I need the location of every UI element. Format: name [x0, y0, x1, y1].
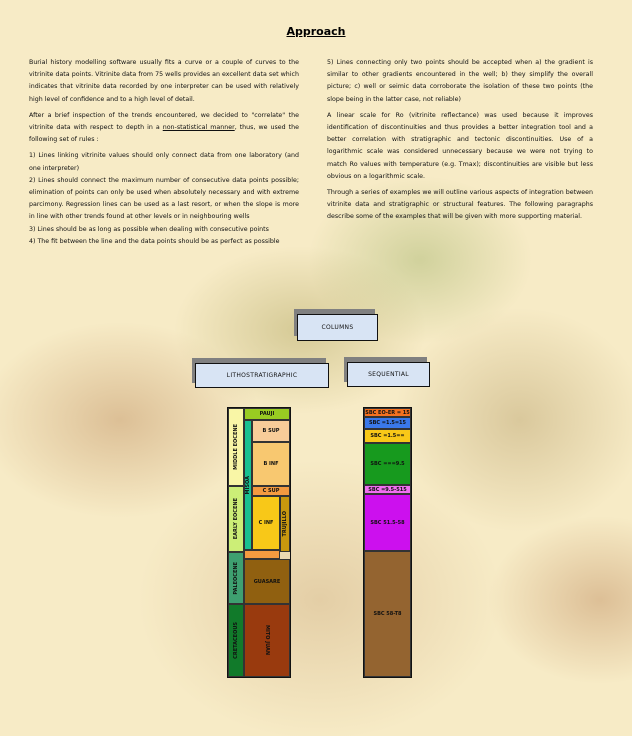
unit-b-inf: B INF [252, 442, 290, 486]
epoch-label: CRETACEOUS [233, 622, 239, 659]
epoch-label: PALEOCENE [233, 561, 239, 595]
mito-juan-label: MITO JUAN [264, 625, 270, 656]
method-paragraph [29, 110, 299, 147]
intro-paragraph: Burial history modelling software usually fits a curve or a couple of curves to the vitrinite data points. Vitrinite data from 75 wells provides an excellent data set which indicates that vitrinite data recorded by one interpreter can be used with relatively high level of confidence and to a high level of detail. [29, 59, 299, 103]
unit-trujillo [280, 496, 290, 552]
epoch-label: MIDDLE EOCENE [233, 424, 239, 470]
sequence-5: SBC =9.5-515 [364, 485, 411, 494]
method-text-end: , thus, we used the following set of rules : [29, 124, 299, 144]
unit-mito-juan [244, 604, 290, 677]
page-title: Approach [286, 25, 346, 38]
rule-3: 3) Lines should be as long as possible when dealing with consecutive points [29, 225, 269, 233]
sequential-box: SEQUENTIAL [347, 362, 430, 387]
sequence-7: SBC 58-T8 [364, 551, 411, 677]
non-statistical-link: non-statistical manner [162, 124, 235, 132]
epoch-cretaceous [228, 604, 244, 677]
right-text-column [327, 57, 593, 228]
epoch-label: EARLY EOCENE [233, 498, 239, 540]
unit-guasare: GUASARE [244, 559, 290, 604]
rule-1: 1) Lines linking vitrinite values should only connect data from one laboratory (and one interpreter) [29, 152, 299, 172]
left-text-column [29, 57, 299, 248]
lithostratigraphic-column [227, 407, 291, 678]
linear-scale-paragraph: A linear scale for Ro (vitrinite reflectance) was used because it improves identification of discontinuities and thus provides a better integration tool and a better correlation with stratigraphic and tectonic discontinuities. Use of a logarithmic scale was considered unnecessary because we were not trying to match Ro values with temperature (e.g. Tmax); discontinuities are visible but less obvious on a logarithmic scale. [327, 111, 593, 180]
epoch-middle-eocene [228, 408, 244, 486]
columns-box: COLUMNS [297, 314, 378, 341]
unit-misoa [244, 420, 252, 550]
trujillo-label: TRUJILLO [282, 511, 288, 537]
rule-2: 2) Lines should connect the maximum number of consecutive data points possible; elimination of points can only be used when absolutely necessary and with extreme parcimony. Regression lines can be used as a last resort, or when the slope is more in line with other trends found at other levels or in neighbouring wells [29, 176, 299, 221]
unit-orange-band [244, 550, 280, 559]
method-text: After a brief inspection of the trends encountered, we decided to "correlate" the vitrinite data with respect to depth in a [29, 111, 299, 132]
sequence-1: SBC EO-ER = 15 [365, 409, 410, 416]
epoch-paleocene [228, 552, 244, 604]
examples-paragraph: Through a series of examples we will outline various aspects of integration between vitrinite data and stratigraphic or structural features. The following paragraphs describe some of the examples that will be given with more supporting material. [327, 189, 593, 221]
sequence-6: SBC 51.5-58 [364, 494, 411, 551]
unit-b-sup: B SUP [252, 420, 290, 442]
misoa-label: MISOA [245, 475, 251, 495]
rule-5: 5) Lines connecting only two points should be accepted when a) the gradient is similar to other gradients encountered in the well; b) they simplify the overall picture; c) well or seimic data corroborate the isolation of these two points (the slope being in the latter case, not reliable) [327, 59, 593, 103]
sequence-3: SBC =1.5== [364, 429, 411, 443]
unit-c-inf: C INF [252, 496, 280, 550]
sequential-column [363, 407, 412, 678]
lithostratigraphic-box: LITHOSTRATIGRAPHIC [195, 363, 329, 388]
sequence-2: SBC =1.5=15 [364, 417, 411, 429]
rule-4: 4) The fit between the line and the data points should be as perfect as possible [29, 237, 280, 245]
epoch-early-eocene [228, 486, 244, 552]
unit-c-sup: C SUP [252, 486, 290, 496]
unit-pauji: PAUJI [244, 408, 290, 420]
sequence-4: SBC ===9.5 [364, 443, 411, 485]
